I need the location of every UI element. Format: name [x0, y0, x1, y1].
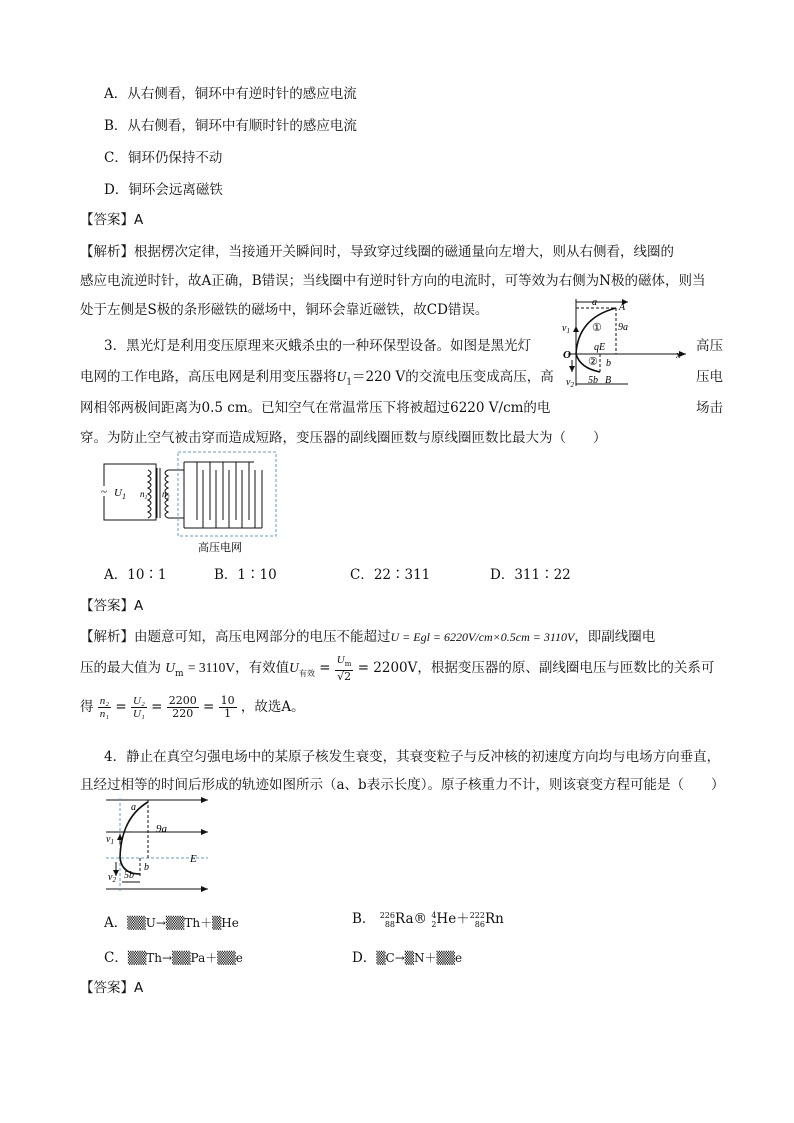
q3-option-b: B．1∶10	[214, 567, 277, 583]
q3-answer: 【答案】A	[80, 598, 144, 614]
q4-stem-line-1: 4．静止在真空匀强电场中的某原子核发生衰变，其衰变粒子与反冲核的初速度方向均与电场方向垂直，	[104, 749, 721, 765]
q3-explanation-line-1: 【解析】由题意可知，高压电网部分的电压不能超过U = Egl = 6220V/cm×0.5cm = 3110V，即副线圈电	[80, 629, 656, 645]
fig-q4-a: a	[131, 802, 136, 813]
fig-small-A: A	[619, 302, 626, 313]
fig-small-v1: $v_1$	[562, 323, 570, 335]
fig-q4-9a: 9a	[156, 823, 167, 835]
q2-explanation-line-3: 处于左侧是S极的条形磁铁的磁场中，铜环会靠近磁铁，故CD错误。	[80, 302, 489, 318]
trajectory-figure-q4	[104, 796, 214, 896]
fig-small-circle-2: ②	[588, 356, 598, 368]
trajectory-figure-small	[558, 294, 690, 388]
q2-explanation-line-1: 【解析】根据楞次定律，当接通开关瞬间时，导致穿过线圈的磁通量向左增大，则从右侧看，线圈的	[80, 244, 674, 260]
q3-stem-line-2: 电网的工作电路，高压电网是利用变压器将$U_1=220$ V的交流电压变成高压，高	[80, 369, 554, 388]
q4-stem-line-2: 且经过相等的时间后形成的轨迹如图所示（a、b表示长度）。原子核重力不计，则该衰变方程可能是（ ）	[80, 777, 725, 793]
circuit-u1: $U_1$	[114, 487, 126, 501]
q3-option-c: C．22∶311	[350, 567, 431, 583]
fig-q4-v2: $v_2$	[108, 872, 116, 884]
fig-small-9a: 9a	[618, 322, 628, 333]
fig-small-a: a	[592, 297, 597, 308]
fig-small-B: B	[605, 375, 612, 386]
svg-text:~: ~	[101, 486, 107, 498]
q4-option-b: B． 226 88 Ra® 4 2 He＋ 222 86 Rn	[352, 910, 504, 929]
fig-q4-5b: 5b	[124, 870, 134, 881]
q3-option-d: D．311∶22	[490, 567, 571, 583]
q2-option-c: C．铜环仍保持不动	[104, 150, 223, 166]
fig-small-v2: $v_2$	[566, 377, 574, 389]
circuit-n1: $n_1$	[140, 489, 148, 501]
fig-small-5b: 5b	[588, 375, 598, 386]
fig-small-O: O	[563, 349, 571, 361]
q2-option-a: A．从右侧看，铜环中有逆时针的感应电流	[104, 86, 357, 102]
circuit-n2: $n_2$	[162, 489, 170, 501]
fig-small-x: x	[676, 350, 681, 361]
q3-explanation-line-2: 压的最大值为 $U_m = 3110V$，有效值$U_{有效}$ = $\frac{U_m}{√2}$ = 2200V，根据变压器的原、副线圈电压与匝数比的关系可	[80, 654, 715, 684]
fig-q4-E: E	[190, 853, 197, 865]
circuit-label: 高压电网	[198, 542, 242, 554]
q2-explanation-line-2: 感应电流逆时针，故A正确，B错误；当线圈中有逆时针方向的电流时，可等效为右侧为N极的磁体，则当	[80, 273, 706, 289]
q4-option-a: A．▒▒U→▒▒Th＋▒He	[104, 915, 239, 931]
q3-stem-line-3-tail: 场击	[696, 400, 723, 416]
q2-option-d: D．铜环会远离磁铁	[104, 182, 223, 198]
fig-small-qE: qE	[594, 342, 606, 353]
transformer-circuit-figure	[102, 450, 282, 558]
fig-small-b: b	[606, 358, 611, 369]
q3-stem-line-2-tail: 压电	[696, 369, 723, 385]
q4-option-c: C．▒▒Th→▒▒Pa＋▒▒e	[104, 950, 243, 966]
q3-stem-line-4: 穿。为防止空气被击穿而造成短路，变压器的副线圈匝数与原线圈匝数比最大为（ ）	[80, 430, 607, 446]
fig-q4-b: b	[144, 862, 149, 873]
q3-explanation-line-3: 得 $\frac{\text{n₂}}{\text{n₁}}$ = $\frac{\text{U₂}}{\text{U₁}}$ = $\frac{2200}{220}$ = $\frac{10}{1}$ ，故选A。	[80, 694, 305, 720]
fig-small-circle-1: ①	[592, 322, 602, 334]
q4-option-d: D．▒C→▒N＋▒▒e	[352, 950, 463, 966]
q2-option-b: B．从右侧看，铜环中有顺时针的感应电流	[104, 118, 357, 134]
q4-answer: 【答案】A	[80, 980, 144, 996]
q3-stem-line-1: 3．黑光灯是利用变压原理来灭蛾杀虫的一种环保型设备。如图是黑光灯	[104, 338, 532, 354]
q2-answer: 【答案】A	[80, 212, 144, 228]
fig-q4-v1: $v_1$	[106, 834, 114, 846]
q3-stem-line-1-tail: 高压	[696, 338, 723, 354]
q3-stem-line-3: 网相邻两极间距离为0.5 cm。已知空气在常温常压下将被超过6220 V/cm的电	[80, 400, 551, 416]
q3-option-a: A．10∶1	[104, 567, 167, 583]
